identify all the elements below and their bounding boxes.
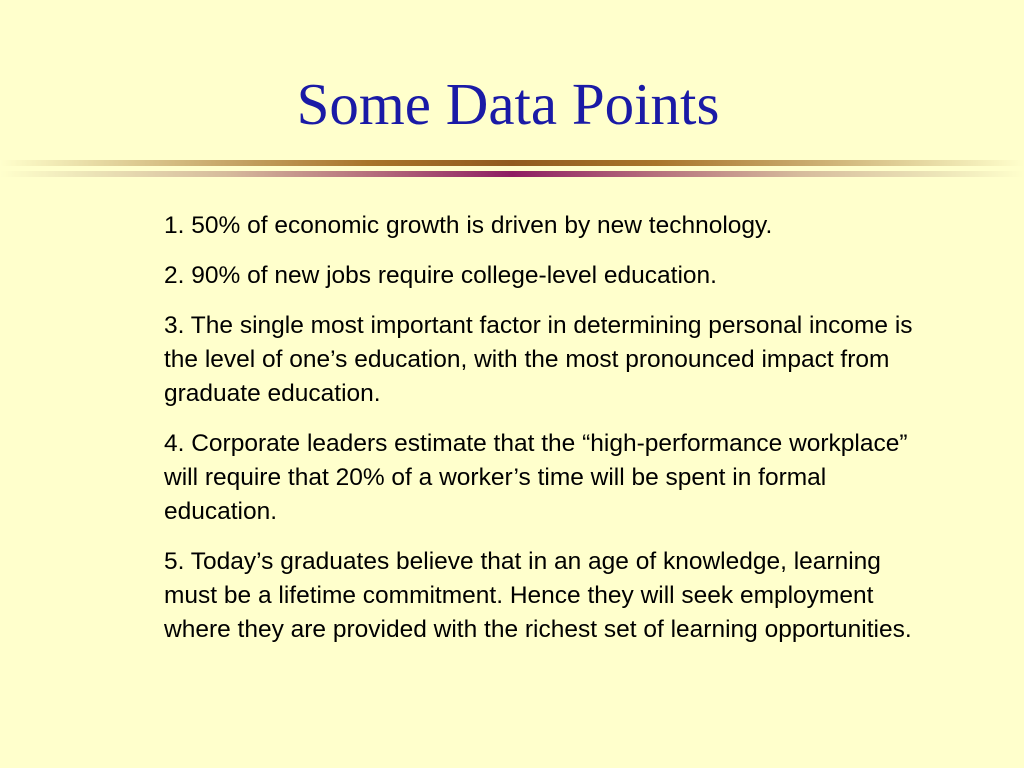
data-point-1: 1. 50% of economic growth is driven by new technology.: [164, 212, 773, 239]
data-point-3: 3. The single most important factor in determining personal income is the level of one’s education, with the most pronounced impact from graduate education.: [164, 312, 913, 407]
slide-title: Some Data Points: [296, 71, 720, 137]
title-divider-top: [0, 160, 1024, 166]
data-point-5: 5. Today’s graduates believe that in an age of knowledge, learning must be a lifetime commitment. Hence they will seek employment where they are provided with the richest set of learning opportunities.: [164, 548, 912, 643]
data-point-4: 4. Corporate leaders estimate that the “high-performance workplace” will require that 20% of a worker’s time will be spent in formal education.: [164, 430, 908, 525]
data-points-list: [164, 209, 924, 663]
data-point-2: 2. 90% of new jobs require college-level education.: [164, 262, 717, 289]
title-divider-bottom: [0, 171, 1024, 177]
